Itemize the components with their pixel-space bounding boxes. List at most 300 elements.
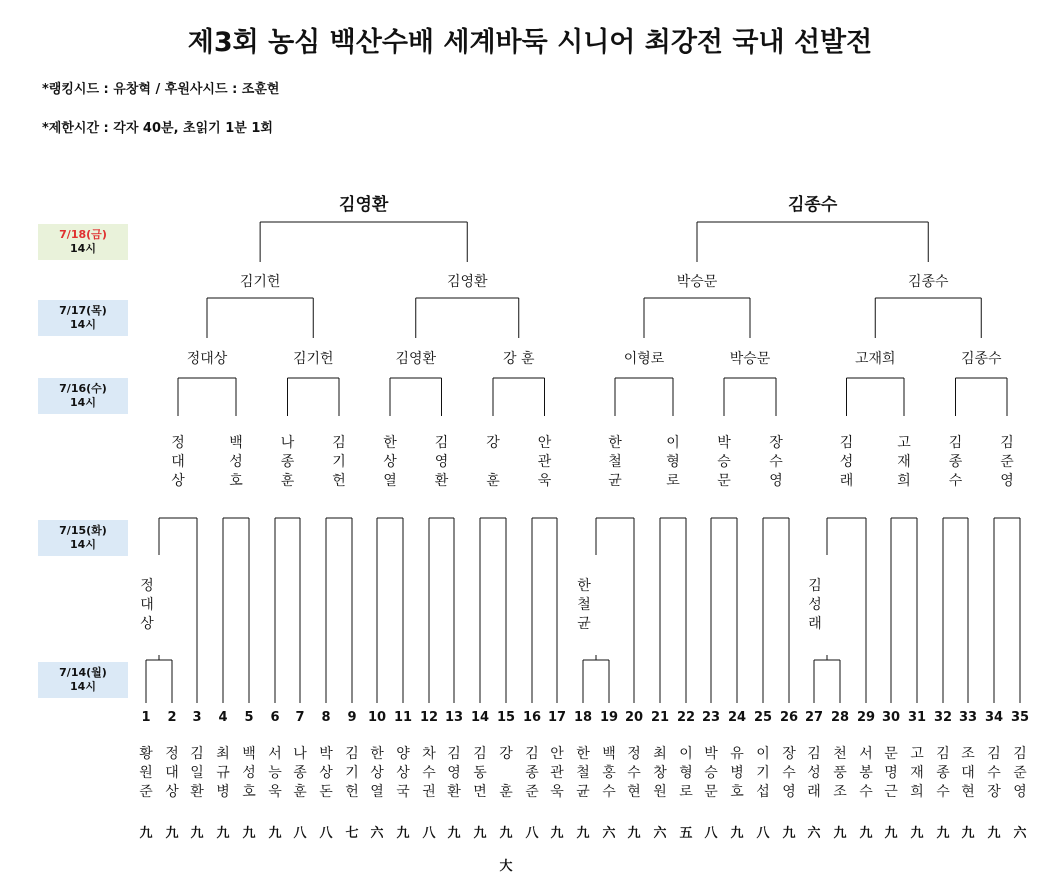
player-25-char-2: 섭 [756,784,770,800]
player-rank-27: 六 [807,826,821,841]
bracket-number-22: 22 [676,710,696,725]
player-20-char-0: 정 [627,746,641,762]
round16-player-15-char-2: 수 [948,473,963,489]
round16-player-7-char-1 [481,453,505,472]
page-title: 제3회 농심 백산수배 세계바둑 시니어 최강전 국내 선발전 [187,27,873,58]
round16-player-11-char-1: 승 [717,454,731,470]
time-control-note: *제한시간 : 각자 40분, 초읽기 1분 1회 [42,121,273,136]
player-33 [956,745,980,802]
player-18 [571,745,595,802]
player-13-char-0: 김 [447,746,461,762]
quarter-winner-6: 박승문 [729,351,771,367]
player-rank-22: 五 [679,826,693,841]
bracket-number-7: 7 [295,710,305,725]
bracket-number-5: 5 [244,710,254,725]
player-5 [237,745,261,802]
player-24 [725,745,749,802]
player-3-char-1: 일 [190,765,204,781]
player-12-char-1: 수 [422,765,436,781]
player-9 [340,745,364,802]
round16-player-1-char-1: 대 [171,454,185,470]
player-13-char-1: 영 [447,765,461,781]
player-10-char-1: 상 [370,765,384,781]
time-0714: 14시 [70,680,96,693]
player-rank-35: 六 [1013,826,1027,841]
round16-player-4-char-2: 헌 [332,473,346,489]
player-5-char-1: 성 [242,765,256,781]
player-6 [263,745,287,802]
player-3-char-0: 김 [190,746,204,762]
bracket-number-10: 10 [367,710,387,725]
player-15 [494,745,518,802]
round16-player-9-char-0: 한 [608,435,622,451]
player-rank-5: 九 [242,826,256,841]
player-rank-17: 九 [550,826,564,841]
round16-player-12-char-2: 영 [769,473,783,489]
round16-player-3 [276,434,300,491]
bracket-number-20: 20 [624,710,644,725]
player-7-char-1: 종 [293,765,307,781]
player-rank-25: 八 [756,826,770,841]
round16-player-5-char-1: 상 [383,454,397,470]
player-26 [777,745,801,802]
prelim-winner-2-char-0: 한 [577,578,591,594]
player-14-char-1: 동 [473,765,487,781]
round16-player-4-char-1: 기 [332,454,346,470]
date-0717: 7/17(목) [59,304,107,317]
bracket-number-25: 25 [753,710,773,725]
player-9-char-2: 헌 [345,784,359,800]
round16-player-16-char-1: 준 [1000,454,1014,470]
round16-player-14-char-1: 재 [897,454,911,470]
round16-player-9 [603,434,627,491]
player-11-char-0: 양 [396,746,410,762]
player-16-char-1: 종 [525,765,539,781]
player-19-char-2: 수 [602,784,616,800]
bracket-number-14: 14 [470,710,490,725]
round16-player-2-char-0: 백 [229,435,243,451]
player-rank-19: 六 [602,826,616,841]
bracket-number-29: 29 [856,710,876,725]
time-0717: 14시 [70,318,96,331]
round16-player-6-char-1: 영 [434,454,449,470]
round16-player-5-char-0: 한 [383,435,397,451]
player-6-char-0: 서 [268,746,282,762]
player-15-char-2: 훈 [499,784,513,800]
player-16-char-0: 김 [525,746,539,762]
date-0716: 7/16(수) [59,382,107,395]
bracket-number-11: 11 [393,710,413,725]
bracket-number-3: 3 [192,710,202,725]
player-35 [1008,745,1032,802]
player-24-char-2: 호 [730,784,744,800]
prelim-winner-3-char-2: 래 [808,616,822,632]
player-31-char-2: 희 [910,784,924,800]
date-0718-day: 금 [91,228,102,241]
player-21-char-1: 창 [653,765,667,781]
player-35-char-2: 영 [1013,784,1027,800]
player-rank-29: 九 [859,826,873,841]
round16-player-10-char-2: 로 [666,473,680,489]
round16-player-5 [378,434,402,491]
player-4-char-2: 병 [216,784,230,800]
player-32 [931,745,955,802]
prelim-winner-3 [803,577,827,634]
bracket-number-26: 26 [779,710,799,725]
player-28 [828,745,852,802]
player-34 [982,745,1006,802]
time-0718: 14시 [70,242,96,255]
player-rank-30: 九 [884,826,898,841]
player-2-char-2: 상 [165,784,179,800]
round16-player-1-char-0: 정 [171,435,185,451]
bracket-number-23: 23 [701,710,721,725]
bracket-number-1: 1 [141,710,151,725]
player-3-char-2: 환 [190,784,204,800]
player-rank-31: 九 [910,826,924,841]
player-17 [545,745,569,802]
round16-player-15 [944,434,968,491]
player-5-char-0: 백 [242,746,256,762]
time-0716: 14시 [70,396,96,409]
player-7 [288,745,312,802]
player-23-char-1: 승 [704,765,718,781]
player-8-char-2: 돈 [319,784,333,800]
player-29-char-1: 봉 [859,765,873,781]
player-8-char-1: 상 [319,765,333,781]
player-32-char-2: 수 [936,784,950,800]
semifinal-winner-3: 박승문 [676,274,718,290]
player-33-char-1: 대 [961,765,975,781]
player-15-char-0: 강 [499,746,513,762]
prelim-winner-1-char-1: 대 [140,597,154,613]
player-rank-33: 九 [961,826,975,841]
semifinal-winner-4: 김종수 [907,274,949,290]
player-32-char-0: 김 [936,746,950,762]
player-rank-10: 六 [370,826,384,841]
player-10-char-0: 한 [370,746,384,762]
round16-player-12-char-0: 장 [769,435,783,451]
player-1-char-2: 준 [139,784,153,800]
player-rank-15: 九 [499,826,513,841]
prelim-winner-3-char-1: 성 [808,597,822,613]
player-34-char-2: 장 [987,784,1001,800]
player-20-char-1: 수 [627,765,641,781]
player-23 [699,745,723,802]
round16-player-13 [835,434,859,491]
player-32-char-1: 종 [936,765,950,781]
player-14-char-0: 김 [473,746,487,762]
bracket-number-28: 28 [830,710,850,725]
round16-player-14-char-2: 희 [897,473,911,489]
bracket-number-13: 13 [444,710,464,725]
bracket-number-24: 24 [727,710,747,725]
round16-player-16-char-0: 김 [1000,435,1014,451]
player-34-char-1: 수 [987,765,1001,781]
round16-player-13-char-2: 래 [839,473,854,489]
player-25-char-0: 이 [756,746,770,762]
quarter-winner-3: 김영환 [395,351,437,367]
bracket-number-31: 31 [907,710,927,725]
player-24-char-0: 유 [730,746,744,762]
round16-player-14 [892,434,916,491]
player-25-char-1: 기 [756,765,770,781]
quarter-winner-8: 김종수 [960,351,1002,367]
player-31-char-1: 재 [910,765,924,781]
round16-player-8-char-0: 안 [537,435,552,451]
seed-note: *랭킹시드 : 유창혁 / 후원사시드 : 조훈현 [42,82,280,97]
bracket-number-15: 15 [496,710,516,725]
player-16 [520,745,544,802]
round16-player-6 [430,434,454,491]
player-4-char-0: 최 [216,746,230,762]
bracket-number-8: 8 [321,710,331,725]
bracket-number-27: 27 [804,710,824,725]
player-4-char-1: 규 [216,765,230,781]
player-rank-3: 九 [190,826,204,841]
prelim-winner-3-char-0: 김 [808,578,822,594]
time-0715: 14시 [70,538,96,551]
player-12-char-0: 차 [422,746,436,762]
bracket-number-17: 17 [547,710,567,725]
bracket-number-35: 35 [1010,710,1030,725]
player-35-char-0: 김 [1013,746,1027,762]
player-18-char-1: 철 [576,765,590,781]
prelim-winner-1-char-0: 정 [140,578,154,594]
player-11 [391,745,415,802]
player-rank-extra-15: 大 [499,859,513,874]
player-4 [211,745,235,802]
player-15-char-1 [494,764,518,783]
finalist-2: 김종수 [787,195,838,215]
round16-player-1 [166,434,190,491]
player-11-char-1: 상 [396,765,410,781]
quarter-winner-7: 고재희 [854,351,896,367]
round16-player-11-char-0: 박 [717,435,731,451]
round16-player-8-char-1: 관 [537,454,552,470]
quarter-winner-2: 김기헌 [292,351,334,367]
player-33-char-2: 현 [961,784,975,800]
player-20 [622,745,646,802]
player-6-char-2: 욱 [268,784,282,800]
player-rank-14: 九 [473,826,487,841]
player-17-char-2: 욱 [550,784,564,800]
player-28-char-0: 천 [833,746,847,762]
player-27-char-1: 성 [807,765,821,781]
player-13-char-2: 환 [447,784,461,800]
player-rank-26: 九 [782,826,796,841]
player-25 [751,745,775,802]
player-21 [648,745,672,802]
player-10 [365,745,389,802]
prelim-winner-1 [135,577,159,634]
round16-player-12-char-1: 수 [769,454,783,470]
player-26-char-1: 수 [782,765,796,781]
player-30-char-1: 명 [884,765,898,781]
bracket-number-30: 30 [881,710,901,725]
player-26-char-0: 장 [782,746,796,762]
player-16-char-2: 준 [525,784,539,800]
player-rank-18: 九 [576,826,590,841]
round16-player-11 [712,434,736,491]
round16-player-8 [533,434,557,491]
finalist-1: 김영환 [339,195,389,215]
round16-player-15-char-1: 종 [948,454,963,470]
player-rank-28: 九 [833,826,847,841]
bracket-number-2: 2 [167,710,177,725]
player-rank-11: 九 [396,826,410,841]
player-2-char-0: 정 [165,746,179,762]
player-17-char-1: 관 [550,765,564,781]
player-rank-32: 九 [936,826,950,841]
semifinal-winner-1: 김기헌 [239,274,281,290]
date-0718-prefix: 7/18( [59,228,92,241]
player-30 [879,745,903,802]
bracket-number-18: 18 [573,710,593,725]
round16-player-7-char-0: 강 [486,435,500,451]
player-19 [597,745,621,802]
player-30-char-0: 문 [884,746,898,762]
player-1-char-0: 황 [139,746,153,762]
round16-player-10 [661,434,685,491]
player-1-char-1: 원 [139,765,153,781]
round16-player-6-char-2: 환 [434,473,449,489]
player-29 [854,745,878,802]
round16-player-3-char-0: 나 [280,435,295,451]
player-22-char-0: 이 [679,746,693,762]
player-rank-4: 九 [216,826,230,841]
round16-player-2-char-2: 호 [229,473,243,489]
player-24-char-1: 병 [730,765,744,781]
player-9-char-1: 기 [345,765,359,781]
semifinal-winner-2: 김영환 [446,274,488,290]
player-rank-16: 八 [525,826,539,841]
round16-player-13-char-0: 김 [839,435,854,451]
date-0714: 7/14(월) [59,666,107,679]
player-31-char-0: 고 [910,746,924,762]
round16-player-16 [995,434,1019,491]
bracket-number-4: 4 [218,710,228,725]
player-7-char-0: 나 [293,746,307,762]
player-22-char-2: 로 [679,784,693,800]
quarter-winner-5: 이형로 [623,351,665,367]
player-rank-12: 八 [422,826,436,841]
player-12 [417,745,441,802]
player-33-char-0: 조 [961,746,975,762]
player-14 [468,745,492,802]
quarter-winner-4: 강 훈 [503,351,535,367]
round16-player-7-char-2: 훈 [486,473,500,489]
round16-player-12 [764,434,788,491]
player-6-char-1: 능 [268,765,282,781]
bracket-number-6: 6 [270,710,280,725]
player-2-char-1: 대 [165,765,179,781]
date-0715: 7/15(화) [59,524,107,537]
player-29-char-2: 수 [859,784,873,800]
prelim-winner-2-char-1: 철 [577,597,591,613]
bracket-number-32: 32 [933,710,953,725]
player-17-char-0: 안 [550,746,564,762]
round16-player-4 [327,434,351,491]
player-12-char-2: 권 [422,784,436,800]
player-30-char-2: 근 [884,784,898,800]
player-rank-7: 八 [293,826,307,841]
player-14-char-2: 면 [473,784,487,800]
player-20-char-2: 현 [627,784,641,800]
player-13 [442,745,466,802]
player-27 [802,745,826,802]
player-rank-6: 九 [268,826,282,841]
player-21-char-2: 원 [653,784,667,800]
player-28-char-2: 조 [833,784,847,800]
round16-player-15-char-0: 김 [948,435,963,451]
round16-player-14-char-0: 고 [897,435,911,451]
player-28-char-1: 풍 [833,765,847,781]
player-rank-20: 九 [627,826,641,841]
player-rank-23: 八 [704,826,718,841]
player-2 [160,745,184,802]
player-29-char-0: 서 [859,746,873,762]
player-5-char-2: 호 [242,784,256,800]
player-rank-9: 七 [345,826,359,841]
round16-player-7 [481,434,505,491]
round16-player-10-char-1: 형 [666,454,680,470]
bracket-number-9: 9 [347,710,357,725]
player-rank-21: 六 [653,826,667,841]
round16-player-2-char-1: 성 [229,454,243,470]
bracket-number-12: 12 [419,710,439,725]
player-22 [674,745,698,802]
player-11-char-2: 국 [396,784,410,800]
bracket-number-21: 21 [650,710,670,725]
round16-player-5-char-2: 열 [383,473,397,489]
player-rank-34: 九 [987,826,1001,841]
player-8-char-0: 박 [319,746,333,762]
player-10-char-2: 열 [370,784,384,800]
player-22-char-1: 형 [679,765,693,781]
round16-player-13-char-1: 성 [839,454,854,470]
player-8 [314,745,338,802]
bracket-number-16: 16 [522,710,542,725]
player-34-char-0: 김 [987,746,1001,762]
player-23-char-0: 박 [704,746,718,762]
player-rank-24: 九 [730,826,744,841]
round16-player-2 [224,434,248,491]
player-19-char-0: 백 [602,746,616,762]
player-18-char-2: 균 [576,784,590,800]
round16-player-6-char-0: 김 [434,435,449,451]
player-21-char-0: 최 [653,746,667,762]
round16-player-4-char-0: 김 [332,435,346,451]
bracket-number-34: 34 [984,710,1004,725]
player-35-char-1: 준 [1013,765,1027,781]
round16-player-16-char-2: 영 [1000,473,1014,489]
round16-player-3-char-1: 종 [280,454,295,470]
prelim-winner-2 [572,577,596,634]
prelim-winner-2-char-2: 균 [577,616,591,632]
player-31 [905,745,929,802]
bracket-number-33: 33 [958,710,978,725]
round16-player-3-char-2: 훈 [280,473,295,489]
date-0718-suffix: ) [101,228,107,241]
player-27-char-2: 래 [807,784,821,800]
round16-player-10-char-0: 이 [666,435,680,451]
prelim-winner-1-char-2: 상 [140,616,154,632]
player-rank-13: 九 [447,826,461,841]
player-19-char-1: 홍 [602,765,616,781]
bracket-number-19: 19 [599,710,619,725]
player-1 [134,745,158,802]
